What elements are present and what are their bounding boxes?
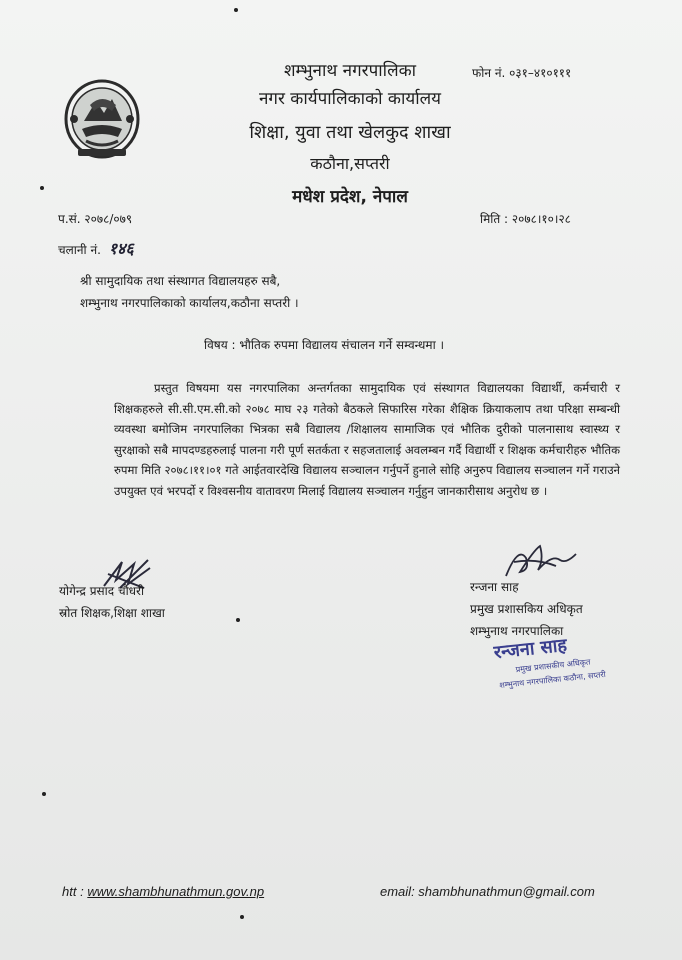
- municipality-name: शम्भुनाथ नगरपालिका: [283, 61, 417, 81]
- province-name: मधेश प्रदेश, नेपाल: [292, 187, 408, 207]
- right-signatory-office: शम्भुनाथ नगरपालिका: [470, 624, 564, 638]
- left-signatory-title: स्रोत शिक्षक,शिक्षा शाखा: [59, 606, 165, 620]
- speck: [236, 618, 240, 622]
- dispatch-label: चलानी नं.: [58, 243, 101, 257]
- office-location: कठौना,सप्तरी: [310, 154, 390, 173]
- website-link[interactable]: www.shambhunathmun.gov.np: [87, 884, 265, 899]
- phone-number: फोन नं. ०३१–४१०१११: [472, 66, 572, 80]
- stamp-name: रन्जना साह: [492, 634, 568, 664]
- recipient-line-1: श्री सामुदायिक तथा संस्थागत विद्यालयहरु सबै,: [80, 274, 281, 288]
- email-footer[interactable]: email: shambhunathmun@gmail.com: [380, 884, 595, 899]
- official-stamp: [480, 612, 630, 690]
- stamp-title: प्रमुख प्रशासकीय अधिकृत: [515, 657, 591, 675]
- subject-line: विषय : भौतिक रुपमा विद्यालय संचालन गर्ने सम्वन्धमा ।: [204, 338, 445, 352]
- speck: [234, 8, 238, 12]
- speck: [40, 186, 44, 190]
- letter-date: मिति : २०७८।१०।२८: [480, 212, 571, 226]
- letter-body: प्रस्तुत विषयमा यस नगरपालिका अन्तर्गतका सामुदायिक एवं संस्थागत विद्यालयका विद्यार्थी, कर्मचारी र शिक्षकहरुले सी.सी.एम.सी.को २०७८ माघ २३ गतेको बैठकले सिफारिस गरेका शैक्षिक क्रियाकलाप तथा परिक्षा सम्बन्धी व्यवस्था बमोजिम नगरपालिका भित्रका सबै विद्यालय /शिक्षालय सामाजिक एवं भौतिक दुरीको पालनासाथ स्वास्थ्य र सुरक्षाको सबै मापदण्डहरुलाई पालना गरी पूर्ण सतर्कता र सहजतालाई अवलम्बन गर्दै विद्यार्थी र शिक्षक कर्मचारीहरु भौतिक रुपमा मिति २०७८।११।०१ गते आईतवारदेखि विद्यालय सञ्चालन गर्नुपर्ने हुनाले सोहि अनुरुप विद्यालय सञ्चालन गर्ने गराउने उपयुक्त एवं भरपर्दो र विश्वसनीय वातावरण मिलाई विद्यालय सञ्चालन गर्नुहुन जानकारीसाथ अनुरोध छ ।: [114, 381, 620, 498]
- stamp-office: शम्भुनाथ नगरपालिका कठौना, सप्तरी: [498, 669, 607, 690]
- website-prefix: htt :: [62, 884, 84, 899]
- nepal-emblem-icon: [60, 75, 144, 163]
- office-name: नगर कार्यपालिकाको कार्यालय: [258, 89, 442, 109]
- right-signature-icon: [500, 540, 580, 582]
- reference-number: प.सं. २०७८/०७९: [58, 212, 133, 226]
- speck: [240, 915, 244, 919]
- recipient-line-2: शम्भुनाथ नगरपालिकाको कार्यालय,कठौना सप्तरी ।: [80, 296, 299, 310]
- branch-name: शिक्षा, युवा तथा खेलकुद शाखा: [249, 122, 451, 143]
- left-signatory-name: योगेन्द्र प्रसाद चौधरी: [59, 584, 145, 598]
- right-signatory-title: प्रमुख प्रशासकिय अधिकृत: [470, 602, 583, 616]
- right-signatory-name: रन्जना साह: [470, 580, 519, 594]
- speck: [42, 792, 46, 796]
- website-footer: [62, 884, 264, 899]
- dispatch-value: १४६: [108, 241, 134, 258]
- dispatch-number: [58, 237, 134, 259]
